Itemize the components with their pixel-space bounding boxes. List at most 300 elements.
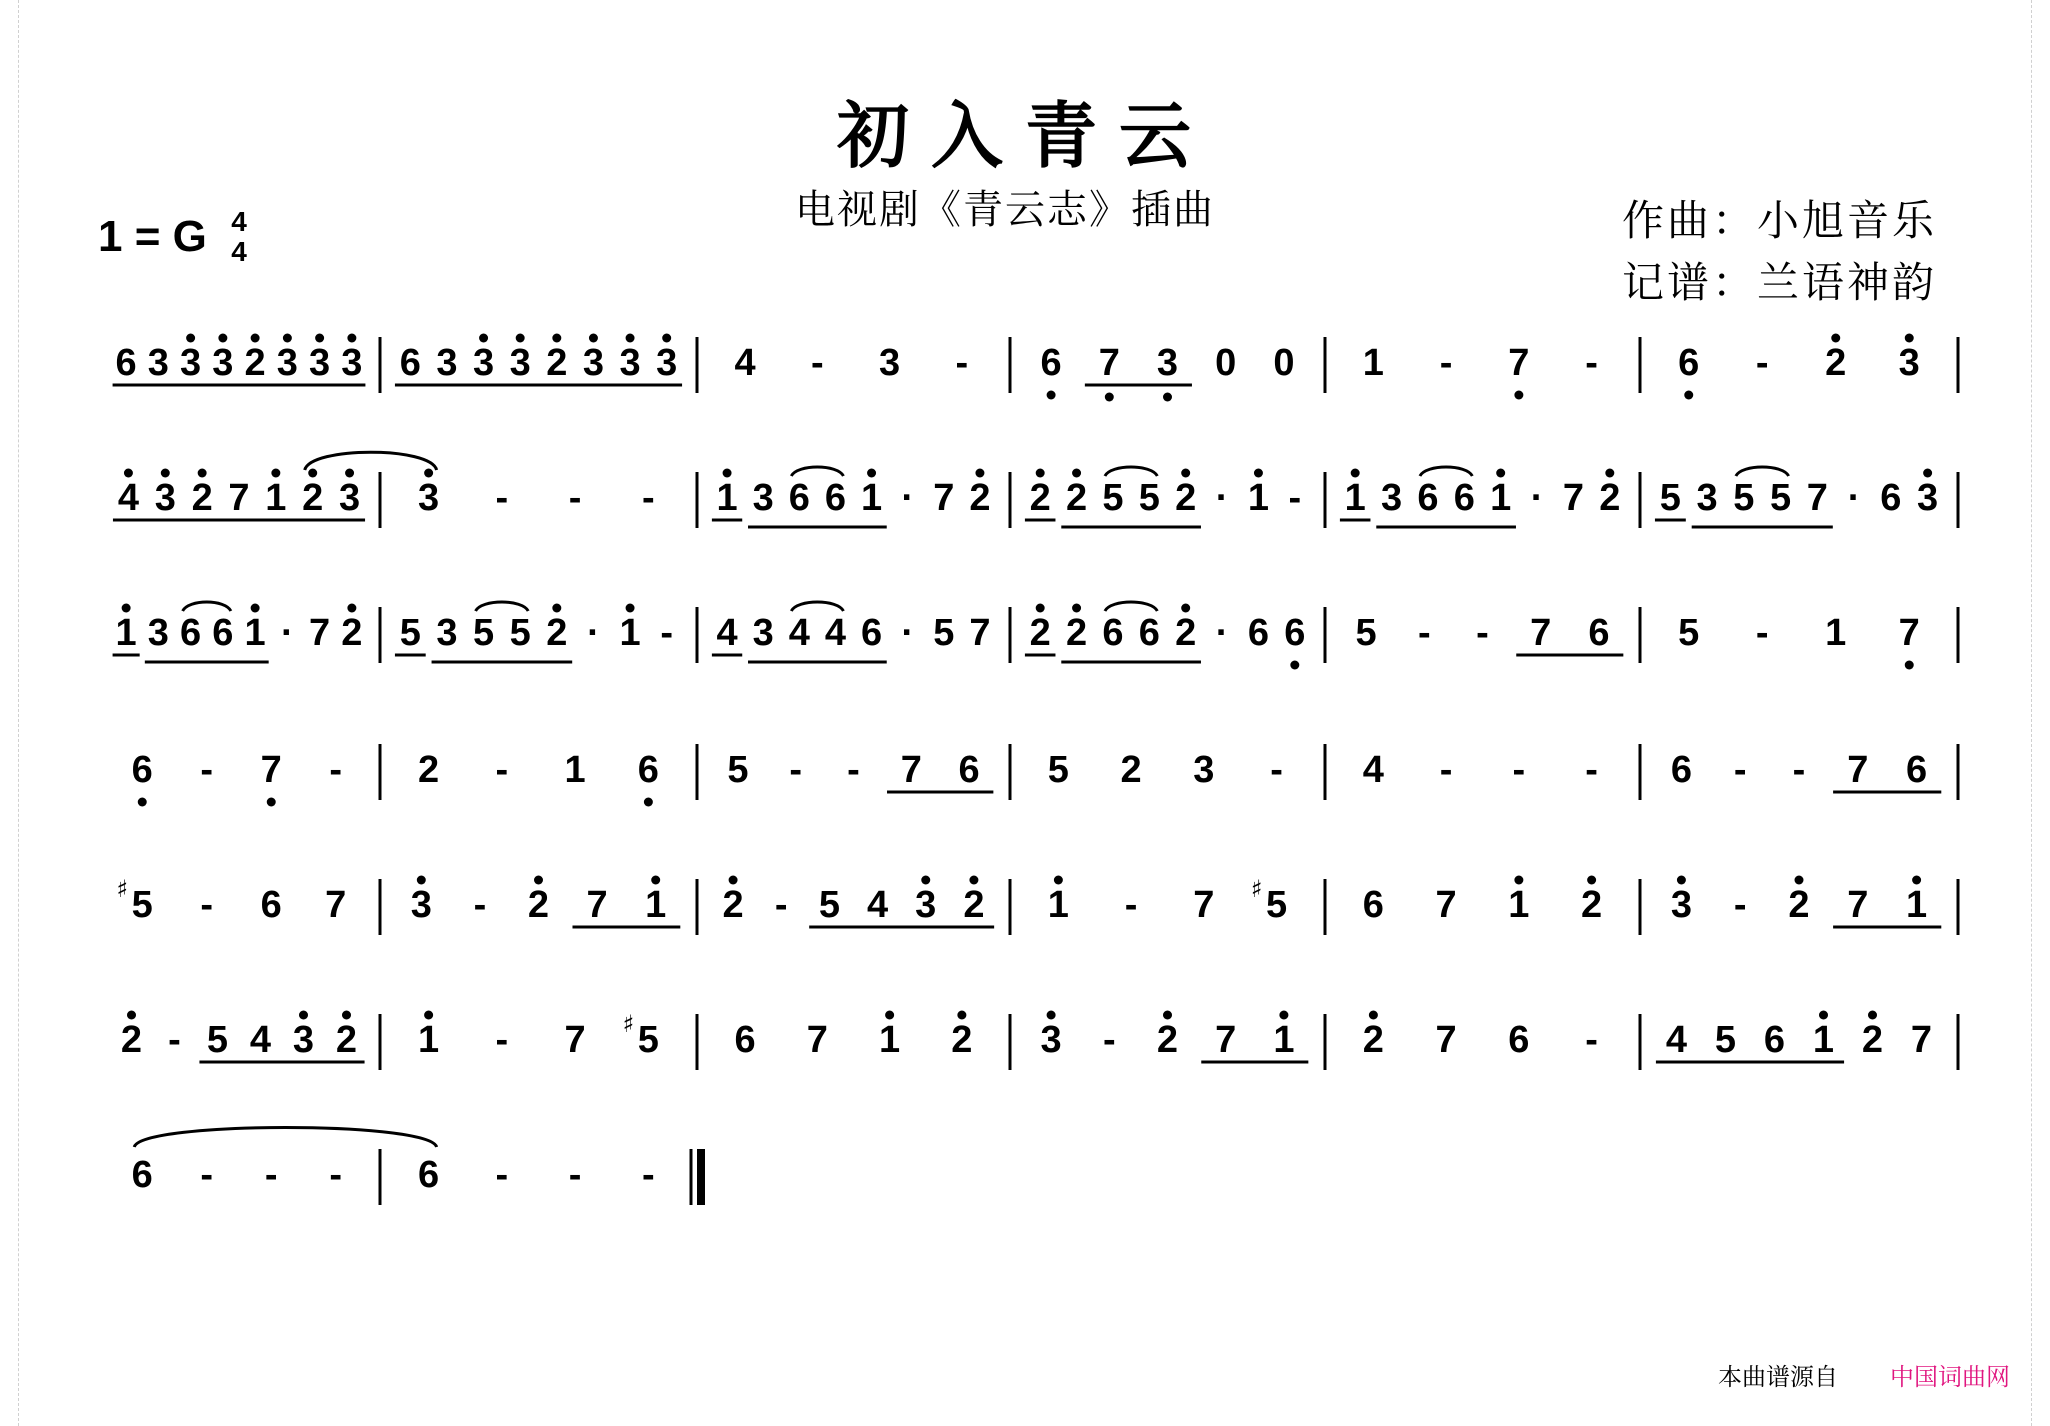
score-note: 3 [1670,884,1692,926]
score-note: 1 [619,612,641,654]
high-octave-dot [589,334,598,343]
score-note: 2 [951,1019,973,1061]
high-octave-dot [1819,1011,1828,1020]
score-note: 6 [637,749,659,791]
score-note: 2 [722,884,744,926]
high-octave-dot [626,604,635,613]
sharp-sign: ♯ [622,1010,635,1038]
score-note: 2 [1120,749,1142,791]
score-dash: - [1439,749,1453,791]
score-note: 5 [1678,612,1700,654]
score-note: 1 [879,1019,901,1061]
high-octave-dot [729,876,738,885]
score-dash: - [1733,749,1747,791]
high-octave-dot [1677,876,1686,885]
score-note: 6 [1362,884,1384,926]
score-dash: - [1755,612,1769,654]
high-octave-dot [1181,604,1190,613]
score-dash: - [1733,884,1747,926]
slur-arc [1736,467,1789,476]
high-octave-dot [251,604,260,613]
high-octave-dot [198,469,207,478]
score-note: 5 [472,612,495,654]
score-note: 5 [1770,477,1792,519]
high-octave-dot [1905,334,1914,343]
score-note: 3 [180,342,202,384]
score-note: 7 [1562,477,1585,519]
high-octave-dot [975,469,984,478]
score-dash: - [1270,749,1283,791]
score-note: 7 [1898,612,1920,654]
high-octave-dot [1279,1011,1288,1020]
high-octave-dot [723,469,732,478]
score-augmentation-dot: · [587,612,600,654]
score-note: 7 [1530,612,1552,654]
score-note: 3 [582,342,605,384]
low-octave-dot [267,798,276,807]
score-note: 7 [1910,1019,1933,1061]
score-note: 3 [879,342,901,384]
score-note: 4 [249,1019,272,1061]
score-note: 2 [1362,1019,1384,1061]
slur-arc [791,467,843,476]
high-octave-dot [1831,334,1840,343]
high-octave-dot [552,604,561,613]
score-dash: - [568,477,582,519]
high-octave-dot [1868,1011,1877,1020]
transcriber-credit: 记谱：兰语神韵 [1622,258,1938,307]
score-dash: - [495,749,509,791]
high-octave-dot [271,469,280,478]
score-note: 5 [1733,477,1755,519]
score-dash: - [774,884,788,926]
high-octave-dot [867,469,876,478]
high-octave-dot [662,334,671,343]
score-dash: - [495,1154,509,1196]
score-rest: 0 [1273,342,1295,384]
score-note: 6 [1880,477,1902,519]
score-dash: - [789,749,803,791]
score-note: 3 [276,342,298,384]
score-note: 6 [1417,477,1439,519]
score-note: 1 [1247,477,1270,519]
score-dash: - [1124,884,1138,926]
score-dash: - [200,884,214,926]
low-octave-dot [1105,393,1114,402]
score-note: 2 [302,477,324,519]
score-note: 2 [191,477,213,519]
high-octave-dot [283,334,292,343]
key-signature: 1 = G [98,212,207,261]
score-note: 4 [788,612,810,654]
score-note: 2 [1065,477,1088,519]
score-note: 6 [1453,477,1475,519]
score-note: 2 [418,749,440,791]
high-octave-dot [315,334,324,343]
score-note: 7 [309,612,331,654]
score-note: 5 [1659,477,1681,519]
score-note: 1 [115,612,137,654]
score-note: 5 [818,884,840,926]
score-note: 1 [265,477,287,519]
score-note: 5 [727,749,749,791]
score-note: 3 [212,342,234,384]
score-dash: - [1585,342,1598,384]
score-note: 1 [1344,477,1366,519]
score-note: 6 [212,612,234,654]
score-note: 6 [1906,749,1928,791]
high-octave-dot [251,334,260,343]
high-octave-dot [1036,469,1045,478]
high-octave-dot [626,334,635,343]
score-note: 7 [1847,749,1869,791]
score-note: 2 [120,1019,143,1061]
song-subtitle: 电视剧《青云志》插曲 [795,187,1215,233]
score-dash: - [811,342,824,384]
score-note: 3 [1380,477,1403,519]
score-note: 3 [1193,749,1215,791]
score-note: 6 [418,1154,440,1196]
score-note: 3 [436,612,458,654]
composer-credit: 作曲：小旭音乐 [1622,196,1938,245]
score-note: 7 [806,1019,828,1061]
score-note: 3 [915,884,937,926]
score-dash: - [660,612,674,654]
high-octave-dot [1587,876,1596,885]
score-note: 1 [1812,1019,1835,1061]
score-note: 5 [1714,1019,1737,1061]
score-note: 5 [1102,477,1124,519]
score-note: 6 [1678,342,1700,384]
score-note: 4 [716,612,738,654]
score-dash: - [168,1019,181,1061]
score-note: 4 [867,884,889,926]
score-note: 6 [1040,342,1062,384]
score-augmentation-dot: · [281,612,294,654]
score-note: 5 [933,612,955,654]
sharp-sign: ♯ [1250,875,1263,903]
slur-arc [183,602,231,611]
score-note: 1 [1906,884,1928,926]
score-note: 6 [1588,612,1610,654]
high-octave-dot [885,1011,894,1020]
score-note: 6 [958,749,980,791]
score-note: 2 [1156,1019,1179,1061]
score-note: 4 [1362,749,1384,791]
low-octave-dot [1163,393,1172,402]
score-note: 3 [1156,342,1179,384]
score-note: 3 [1917,477,1939,519]
score-note: 2 [963,884,985,926]
score-note: 2 [1788,884,1810,926]
score-note: 2 [1175,612,1197,654]
high-octave-dot [1496,469,1505,478]
slur-arc [1105,602,1157,611]
high-octave-dot [651,876,660,885]
high-octave-dot [308,469,317,478]
slur-arc [1420,467,1472,476]
score-note: 1 [564,749,586,791]
score-dash: - [329,749,343,791]
score-note: 6 [180,612,202,654]
score-dash: - [847,749,860,791]
score-note: 1 [1047,884,1069,926]
score-note: 3 [656,342,678,384]
score-note: 6 [1102,612,1124,654]
score-note: 7 [1098,342,1120,384]
score-note: 2 [546,612,568,654]
score-note: 5 [206,1019,229,1061]
score-note: 7 [1806,477,1828,519]
score-note: 1 [1490,477,1512,519]
score-note: 7 [1193,884,1215,926]
song-title: 初入青云 [836,93,1213,178]
score-note: 2 [546,342,568,384]
score-note: 3 [292,1019,315,1061]
score-augmentation-dot: · [1215,612,1229,654]
score-dash: - [495,477,509,519]
score-augmentation-dot: · [1215,477,1229,519]
tie-arc [305,452,437,470]
score-note: 5 [1266,884,1288,926]
low-octave-dot [138,798,147,807]
score-note: 3 [154,477,176,519]
score-note: 6 [131,1154,153,1196]
score-note: 2 [1029,477,1051,519]
low-octave-dot [1905,661,1914,670]
score-note: 4 [824,612,847,654]
high-octave-dot [1163,1011,1172,1020]
score-note: 7 [260,749,282,791]
score-note: 2 [1825,342,1847,384]
time-signature-numerator: 4 [231,206,247,237]
score-note: 5 [399,612,421,654]
score-note: 5 [1138,477,1160,519]
score-dash: - [1102,1019,1116,1061]
score-note: 4 [117,477,139,519]
score-note: 1 [244,612,266,654]
score-note: 5 [1355,612,1377,654]
high-octave-dot [534,876,543,885]
high-octave-dot [1514,876,1523,885]
score-note: 4 [734,342,756,384]
score-note: 3 [418,477,440,519]
score-note: 7 [228,477,250,519]
score-note: 2 [1581,884,1603,926]
score-note: 2 [335,1019,358,1061]
score-note: 3 [619,342,641,384]
high-octave-dot [127,1011,136,1020]
score-note: 6 [824,477,847,519]
score-note: 6 [1763,1019,1786,1061]
high-octave-dot [921,876,930,885]
low-octave-dot [1514,391,1523,400]
score-note: 6 [1670,749,1692,791]
score-note: 1 [1362,342,1384,384]
score-note: 1 [716,477,738,519]
score-dash: - [642,1154,655,1196]
score-note: 1 [418,1019,440,1061]
low-octave-dot [1047,391,1056,400]
score-dash: - [200,1154,214,1196]
score-note: 6 [260,884,282,926]
score-note: 7 [1435,884,1457,926]
high-octave-dot [347,604,356,613]
score-dash: - [1439,342,1453,384]
score-note: 7 [1435,1019,1457,1061]
score-note: 2 [1175,477,1197,519]
high-octave-dot [1923,469,1932,478]
high-octave-dot [186,334,195,343]
score-note: 2 [527,884,550,926]
footer-source-label: 本曲谱源自 [1718,1364,1838,1391]
score-note: 2 [1029,612,1051,654]
slur-arc [1105,467,1157,476]
score-note: 1 [645,884,667,926]
score-note: 5 [637,1019,659,1061]
high-octave-dot [1795,876,1804,885]
score-note: 6 [1284,612,1306,654]
score-note: 6 [1508,1019,1530,1061]
score-dash: - [1417,612,1431,654]
score-note: 6 [734,1019,756,1061]
score-dash: - [329,1154,343,1196]
score-note: 7 [1215,1019,1237,1061]
score-augmentation-dot: · [1530,477,1544,519]
score-note: 1 [860,477,883,519]
score-note: 3 [147,612,169,654]
low-octave-dot [1290,661,1299,670]
high-octave-dot [299,1011,308,1020]
score-note: 7 [900,749,922,791]
score-rest: 0 [1215,342,1237,384]
high-octave-dot [1369,1011,1378,1020]
high-octave-dot [424,1011,433,1020]
score-note: 3 [341,342,363,384]
score-note: 4 [1665,1019,1688,1061]
score-note: 6 [1138,612,1160,654]
score-note: 3 [410,884,432,926]
high-octave-dot [552,334,561,343]
score-note: 3 [147,342,169,384]
score-note: 3 [752,477,774,519]
high-octave-dot [1181,469,1190,478]
high-octave-dot [479,334,488,343]
score-note: 6 [788,477,810,519]
score-augmentation-dot: · [901,612,915,654]
score-dash: - [1585,1019,1598,1061]
high-octave-dot [345,469,354,478]
score-dash: - [642,477,655,519]
score-note: 1 [1508,884,1530,926]
score-note: 7 [586,884,608,926]
score-note: 3 [1898,342,1920,384]
score-note: 3 [472,342,495,384]
score-augmentation-dot: · [1847,477,1861,519]
high-octave-dot [1254,469,1263,478]
score-dash: - [1512,749,1526,791]
score-dash: - [568,1154,582,1196]
high-octave-dot [1072,604,1081,613]
high-octave-dot [218,334,227,343]
score-dash: - [1288,477,1302,519]
score-dash: - [955,342,969,384]
score-note: 2 [1065,612,1088,654]
score-note: 2 [1599,477,1621,519]
high-octave-dot [342,1011,351,1020]
score-note: 3 [752,612,774,654]
score-note: 2 [1861,1019,1884,1061]
high-octave-dot [957,1011,966,1020]
score-dash: - [495,1019,509,1061]
slur-arc [791,602,843,611]
high-octave-dot [1036,604,1045,613]
score-note: 6 [399,342,421,384]
score-note: 1 [1273,1019,1295,1061]
score-note: 2 [969,477,991,519]
score-note: 5 [509,612,531,654]
high-octave-dot [424,469,433,478]
score-note: 1 [1825,612,1847,654]
score-dash: - [1755,342,1769,384]
time-signature-denominator: 4 [231,236,247,267]
score-note: 2 [341,612,363,654]
high-octave-dot [1912,876,1921,885]
score-augmentation-dot: · [901,477,915,519]
score-dash: - [264,1154,278,1196]
high-octave-dot [969,876,978,885]
high-octave-dot [1351,469,1360,478]
score-dash: - [200,749,214,791]
footer-site-name[interactable]: 中国词曲网 [1890,1364,2010,1391]
high-octave-dot [161,469,170,478]
score-note: 6 [1247,612,1270,654]
high-octave-dot [124,469,133,478]
score-note: 7 [1508,342,1530,384]
score-note: 3 [436,342,458,384]
high-octave-dot [122,604,131,613]
score-note: 5 [131,884,153,926]
score-note: 3 [309,342,331,384]
slur-arc [476,602,529,611]
high-octave-dot [347,334,356,343]
score-note: 7 [564,1019,586,1061]
high-octave-dot [1605,469,1614,478]
score-note: 3 [509,342,531,384]
high-octave-dot [1047,1011,1056,1020]
high-octave-dot [417,876,426,885]
score-note: 3 [1040,1019,1062,1061]
score-note: 7 [933,477,955,519]
low-octave-dot [1684,391,1693,400]
score-note: 3 [1696,477,1718,519]
sharp-sign: ♯ [116,875,129,903]
score-note: 5 [1047,749,1069,791]
score-note: 7 [969,612,991,654]
score-note: 2 [244,342,266,384]
score-note: 7 [325,884,347,926]
score-dash: - [1476,612,1489,654]
high-octave-dot [1072,469,1081,478]
score-note: 7 [1847,884,1869,926]
score-dash: - [473,884,487,926]
low-octave-dot [644,798,653,807]
score-note: 6 [115,342,137,384]
tie-arc [134,1128,436,1148]
score-dash: - [1792,749,1806,791]
score-note: 6 [860,612,883,654]
score-dash: - [1585,749,1598,791]
